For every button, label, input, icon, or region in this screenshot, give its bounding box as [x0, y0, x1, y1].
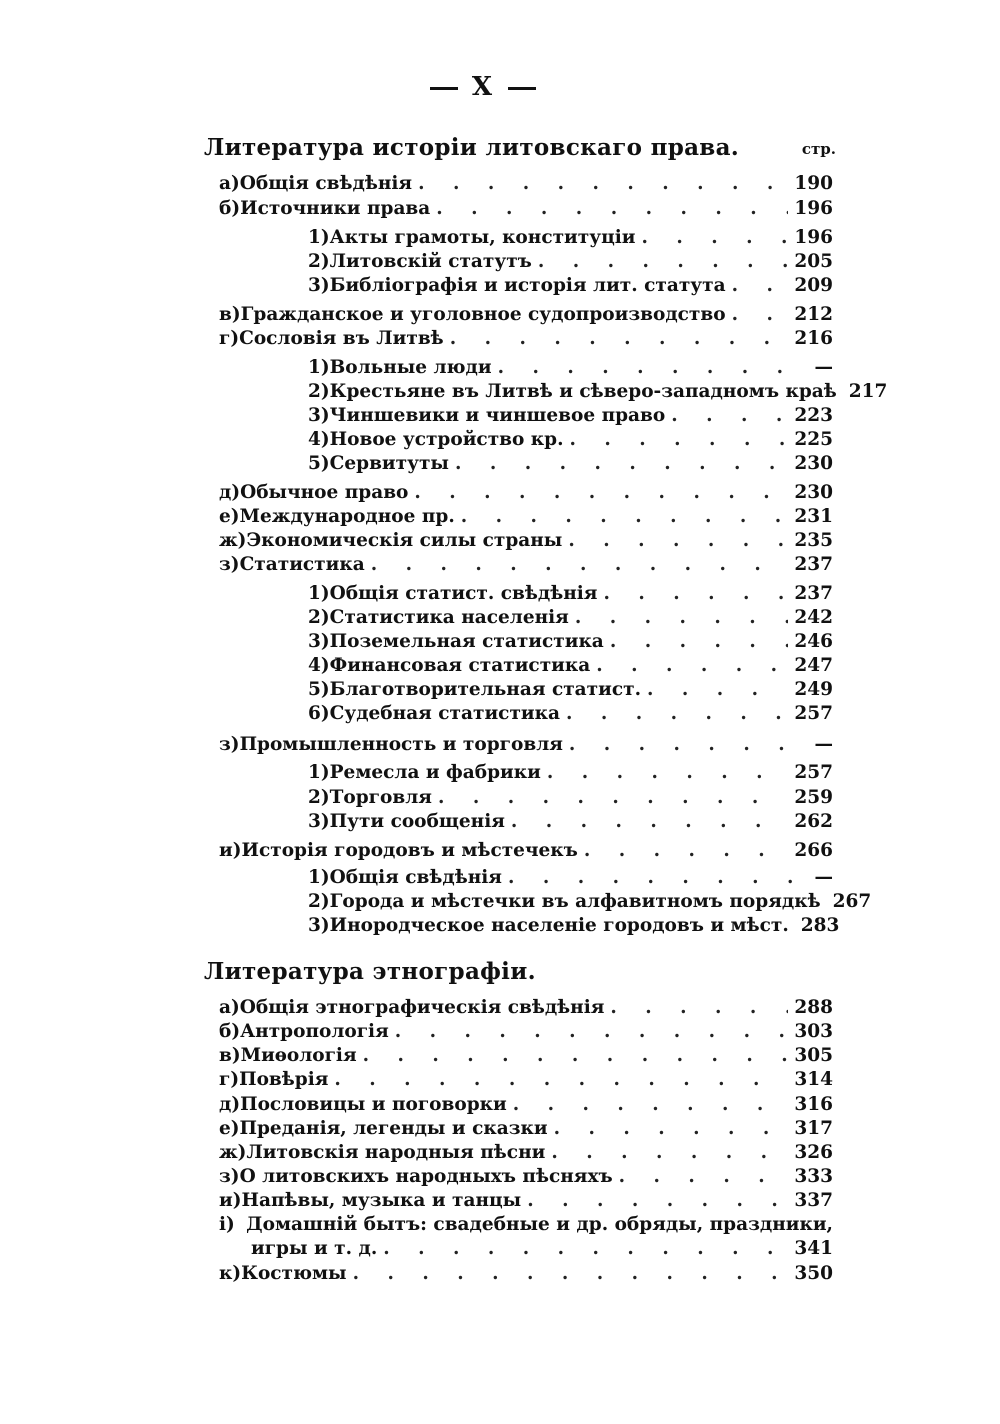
toc-entry [219, 1068, 833, 1092]
section-heading-law: Литература исторіи литовскаго права. [204, 134, 740, 161]
entry-page: 242 [794, 607, 833, 628]
toc-entry [219, 327, 833, 351]
entry-marker: г) [219, 1069, 240, 1090]
entry-marker: 1) [308, 762, 330, 783]
entry-marker: 3) [308, 405, 330, 426]
toc-subentry [308, 914, 840, 938]
entry-label: Поземельная статистика [329, 631, 604, 652]
entry-marker: г) [219, 328, 240, 349]
entry-page: 205 [794, 251, 833, 272]
entry-page: 337 [794, 1190, 833, 1211]
entry-label: Статистика населенія [329, 607, 569, 628]
toc-entry [219, 529, 833, 553]
entry-page: 223 [794, 405, 833, 426]
toc-subentry [308, 678, 833, 702]
dot-leader [527, 1189, 788, 1213]
toc-subentry [308, 428, 833, 452]
entry-marker: з) [219, 734, 240, 755]
entry-page: 257 [794, 703, 833, 724]
toc-entry [219, 197, 833, 221]
dot-leader [568, 529, 788, 553]
toc-subentry [308, 404, 833, 428]
entry-label: Финансовая статистика [329, 655, 591, 676]
entry-page: 326 [794, 1142, 833, 1163]
entry-label: Повѣрія [239, 1069, 329, 1090]
dot-leader [566, 702, 788, 726]
toc-subentry [308, 250, 833, 274]
entry-marker: б) [219, 1021, 241, 1042]
entry-label: Обычное право [240, 482, 409, 503]
entry-page: 230 [794, 482, 833, 503]
entry-page: 231 [794, 506, 833, 527]
entry-label: Благотворительная статист. [329, 679, 642, 700]
entry-label: Источники права [240, 198, 431, 219]
page-column-label: стр. [801, 140, 836, 158]
entry-marker: в) [219, 1045, 241, 1066]
entry-label: Инородческое населеніе городовъ и мѣст. [329, 915, 789, 936]
entry-marker: а) [219, 173, 240, 194]
entry-label: Домашній бытъ: свадебные и др. обряды, праздники, [246, 1214, 833, 1235]
toc-subentry [308, 702, 833, 726]
entry-page: 237 [794, 583, 833, 604]
entry-marker: 1) [308, 357, 330, 378]
toc-subentry [308, 786, 833, 810]
entry-page: 283 [800, 915, 840, 936]
entry-page: 316 [794, 1094, 833, 1115]
entry-page: 212 [794, 304, 833, 325]
entry-marker: к) [219, 1263, 242, 1284]
entry-page: 341 [794, 1238, 833, 1259]
entry-marker: і) [219, 1214, 235, 1235]
entry-label: Международное пр. [239, 506, 455, 527]
entry-page: — [814, 867, 833, 888]
toc-subentry [308, 866, 833, 890]
dot-leader [610, 630, 789, 654]
entry-page: 225 [794, 429, 833, 450]
page-number [0, 72, 966, 102]
entry-marker: в) [219, 304, 241, 325]
toc-subentry [308, 654, 833, 678]
entry-label: Торговля [329, 787, 432, 808]
dot-leader [732, 274, 789, 298]
toc-entry [219, 1117, 833, 1141]
dot-leader [371, 553, 789, 577]
toc-entry [219, 481, 833, 505]
entry-marker: 1) [308, 583, 330, 604]
dot-leader [450, 327, 789, 351]
page-number-text: X [471, 72, 495, 102]
toc-entry [219, 553, 833, 577]
entry-marker: з) [219, 554, 240, 575]
entry-label: Вольные люди [329, 357, 492, 378]
dot-leader [610, 996, 788, 1020]
dot-leader [551, 1141, 788, 1165]
toc-subentry [308, 761, 833, 785]
toc-entry [219, 1044, 833, 1068]
toc-subentry [308, 452, 833, 476]
entry-label: Крестьяне въ Литвѣ и сѣверо-западномъ краѣ [329, 381, 837, 402]
entry-page: 217 [848, 381, 888, 402]
entry-label: Преданія, легенды и сказки [239, 1118, 548, 1139]
toc-subentry [308, 606, 833, 630]
dot-leader [334, 1068, 788, 1092]
entry-label: Промышленность и торговля [239, 734, 563, 755]
entry-label: Ремесла и фабрики [329, 762, 541, 783]
entry-marker: 4) [308, 655, 330, 676]
entry-page: 267 [832, 891, 872, 912]
entry-marker: 3) [308, 811, 330, 832]
dot-leader [438, 786, 788, 810]
entry-marker: д) [219, 482, 241, 503]
entry-page: 333 [794, 1166, 833, 1187]
entry-marker: 4) [308, 429, 330, 450]
dot-leader [575, 606, 789, 630]
dot-leader [363, 1044, 789, 1068]
entry-marker: 2) [308, 787, 330, 808]
dot-leader [353, 1262, 789, 1286]
entry-page: 314 [794, 1069, 833, 1090]
dot-leader [570, 428, 789, 452]
entry-page: 350 [794, 1263, 833, 1284]
entry-label: Судебная статистика [329, 703, 560, 724]
entry-marker: д) [219, 1094, 241, 1115]
toc-subentry [308, 226, 833, 250]
entry-label: Литовскія народныя пѣсни [246, 1142, 546, 1163]
dot-leader [508, 866, 793, 890]
entry-label: Общія этнографическія свѣдѣнія [239, 997, 605, 1018]
dot-leader [619, 1165, 789, 1189]
entry-marker: 1) [308, 227, 330, 248]
entry-marker: з) [219, 1166, 240, 1187]
dot-leader [461, 505, 789, 529]
toc-subentry [308, 810, 833, 834]
entry-page: 305 [794, 1045, 833, 1066]
entry-page: 303 [794, 1021, 833, 1042]
dot-leader [538, 250, 789, 274]
dot-leader [455, 452, 788, 476]
dot-leader [395, 1020, 789, 1044]
dot-leader [511, 810, 788, 834]
toc-entry-multiline [219, 1213, 833, 1237]
entry-label: Библіографія и исторія лит. статута [329, 275, 726, 296]
toc-entry [219, 1189, 833, 1213]
toc-entry [219, 1020, 833, 1044]
dot-leader [732, 303, 789, 327]
toc-subentry [308, 630, 833, 654]
dot-leader [513, 1093, 789, 1117]
entry-label: Общія свѣдѣнія [239, 173, 413, 194]
toc-entry [219, 505, 833, 529]
entry-page: 235 [794, 530, 833, 551]
toc-subentry [308, 356, 833, 380]
dot-leader [647, 678, 788, 702]
entry-marker: 3) [308, 275, 330, 296]
entry-label: О литовскихъ народныхъ пѣсняхъ [239, 1166, 613, 1187]
dot-leader [569, 733, 793, 757]
toc-subentry [308, 582, 833, 606]
entry-label: Исторія городовъ и мѣстечекъ [241, 840, 578, 861]
entry-page: 209 [794, 275, 833, 296]
entry-label: Костюмы [241, 1263, 347, 1284]
entry-marker: б) [219, 198, 241, 219]
toc-entry [219, 1093, 833, 1117]
entry-label: Чиншевики и чиншевое право [329, 405, 666, 426]
dot-leader [671, 404, 788, 428]
entry-label: Пословицы и поговорки [240, 1094, 507, 1115]
entry-page: 237 [794, 554, 833, 575]
entry-page: 262 [794, 811, 833, 832]
entry-marker: 3) [308, 915, 330, 936]
entry-page: 216 [794, 328, 833, 349]
dot-leader [642, 226, 789, 250]
entry-page: 266 [794, 840, 833, 861]
entry-label: Экономическія силы страны [246, 530, 563, 551]
entry-label-continuation: игры и т. д. [251, 1238, 378, 1259]
entry-page: 196 [794, 198, 833, 219]
toc-subentry [308, 274, 833, 298]
dot-leader [547, 761, 789, 785]
dot-leader [498, 356, 793, 380]
section-heading-ethnography: Литература этнографіи. [204, 958, 536, 985]
dot-leader [436, 197, 788, 221]
page-number-dash-right [508, 87, 536, 90]
entry-marker: е) [219, 506, 240, 527]
dot-leader [383, 1237, 788, 1261]
entry-marker: 2) [308, 891, 330, 912]
entry-label: Литовскій статутъ [329, 251, 532, 272]
entry-marker: 5) [308, 679, 330, 700]
entry-label: Сословія въ Литвѣ [239, 328, 444, 349]
entry-marker: 5) [308, 453, 330, 474]
entry-label: Пути сообщенія [329, 811, 505, 832]
dot-leader [596, 654, 788, 678]
toc-entry [219, 1262, 833, 1286]
entry-page: 288 [794, 997, 833, 1018]
entry-marker: 2) [308, 607, 330, 628]
entry-marker: и) [219, 840, 242, 861]
toc-entry [219, 996, 833, 1020]
entry-page: 317 [794, 1118, 833, 1139]
entry-page: 196 [794, 227, 833, 248]
entry-page: 259 [794, 787, 833, 808]
entry-page: 257 [794, 762, 833, 783]
dot-leader [418, 172, 788, 196]
entry-label: Статистика [239, 554, 365, 575]
entry-marker: ж) [219, 1142, 247, 1163]
entry-page: 246 [794, 631, 833, 652]
entry-page: 249 [794, 679, 833, 700]
toc-entry [219, 1165, 833, 1189]
entry-label: Новое устройство кр. [329, 429, 564, 450]
entry-marker: 3) [308, 631, 330, 652]
toc-entry-continuation [251, 1237, 833, 1261]
dot-leader [603, 582, 788, 606]
entry-marker: и) [219, 1190, 242, 1211]
entry-label: Города и мѣстечки въ алфавитномъ порядкѣ [329, 891, 821, 912]
toc-entry [219, 172, 833, 196]
entry-marker: 1) [308, 867, 330, 888]
entry-page: — [814, 357, 833, 378]
entry-page: 247 [794, 655, 833, 676]
entry-label: Напѣвы, музыка и танцы [241, 1190, 522, 1211]
entry-label: Антропологія [240, 1021, 389, 1042]
entry-label: Сервитуты [329, 453, 449, 474]
entry-label: Общія свѣдѣнія [329, 867, 502, 888]
dot-leader [414, 481, 788, 505]
entry-label: Общія статист. свѣдѣнія [329, 583, 598, 604]
entry-page: — [814, 734, 833, 755]
entry-label: Миѳологія [240, 1045, 357, 1066]
entry-marker: 6) [308, 703, 330, 724]
entry-marker: ж) [219, 530, 247, 551]
dot-leader [554, 1117, 789, 1141]
toc-subentry [308, 890, 872, 914]
entry-label: Гражданское и уголовное судопроизводство [240, 304, 726, 325]
toc-entry [219, 733, 833, 757]
entry-page: 230 [794, 453, 833, 474]
entry-marker: е) [219, 1118, 240, 1139]
toc-entry [219, 303, 833, 327]
entry-marker: 2) [308, 381, 330, 402]
toc-entry [219, 1141, 833, 1165]
toc-entry [219, 839, 833, 863]
dot-leader [584, 839, 789, 863]
entry-page: 190 [794, 173, 833, 194]
entry-marker: 2) [308, 251, 330, 272]
entry-marker: а) [219, 997, 240, 1018]
page-number-dash-left [430, 87, 458, 90]
entry-label: Акты грамоты, конституціи [329, 227, 636, 248]
toc-subentry [308, 380, 888, 404]
